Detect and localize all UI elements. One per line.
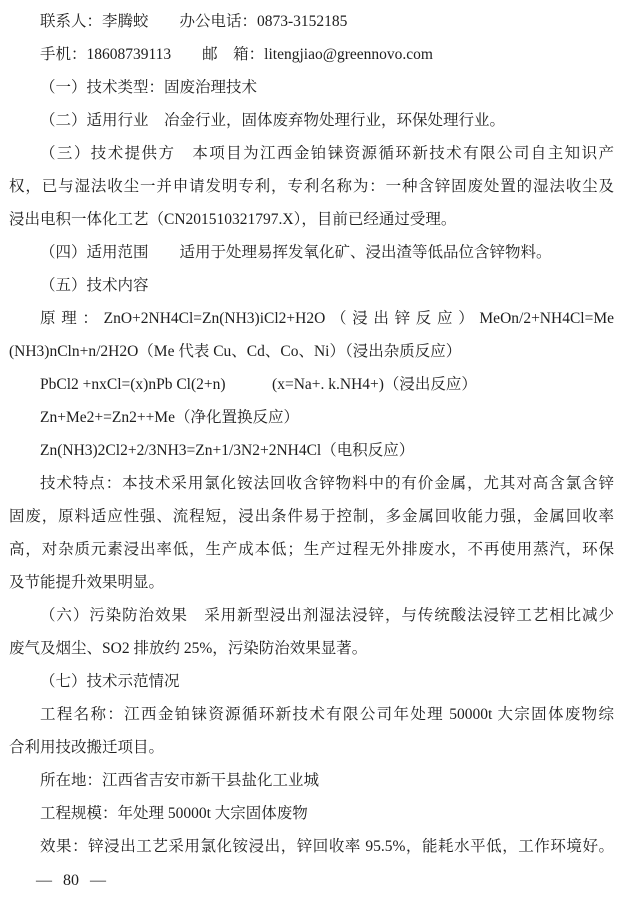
- section-3-provider-line-3: 浸出电积一体化工艺（CN201510321797.X），目前已经通过受理。: [9, 211, 457, 228]
- formula-leaching-zinc: 原理：ZnO+2NH4Cl=Zn(NH3)iCl2+H2O（浸出锌反应）MeOn/2+NH4Cl=Me: [40, 310, 614, 327]
- formula-electrowinning: Zn(NH3)2Cl2+2/3NH3=Zn+1/3N2+2NH4Cl（电积反应）: [40, 442, 415, 459]
- project-scale: 工程规模：年处理 50000t 大宗固体废物: [40, 805, 308, 822]
- formula-purification: Zn+Me2+=Zn2++Me（净化置换反应）: [40, 409, 299, 426]
- tech-features-line-2: 固废，原料适应性强、流程短，浸出条件易于控制，多金属回收能力强，金属回收率: [9, 508, 614, 525]
- tech-features-line-4: 及节能提升效果明显。: [9, 574, 165, 591]
- tech-features-line-1: 技术特点：本技术采用氯化铵法回收含锌物料中的有价金属，尤其对高含氯含锌: [40, 475, 614, 492]
- contact-mobile-email-line: 手机：18608739113 邮 箱：litengjiao@greennovo.com: [40, 46, 433, 63]
- section-6-pollution-line-1: （六）污染防治效果 采用新型浸出剂湿法浸锌，与传统酸法浸锌工艺相比减少: [40, 607, 614, 624]
- section-2-industries: （二）适用行业 冶金行业，固体废弃物处理行业，环保处理行业。: [40, 112, 506, 129]
- project-location: 所在地：江西省吉安市新干县盐化工业城: [40, 772, 320, 789]
- contact-person-line: 联系人：李腾蛟 办公电话：0873-3152185: [40, 13, 348, 30]
- page-number: — 80 —: [36, 872, 106, 889]
- section-3-provider-line-2: 权，已与湿法收尘一并申请发明专利，专利名称为：一种含锌固废处置的湿法收尘及: [9, 178, 614, 195]
- section-3-provider-line-1: （三）技术提供方 本项目为江西金铂铼资源循环新技术有限公司自主知识产: [40, 145, 614, 162]
- project-name-line-1: 工程名称：江西金铂铼资源循环新技术有限公司年处理 50000t 大宗固体废物综: [40, 706, 614, 723]
- formula-leaching-lead: PbCl2 +nxCl=(x)nPb Cl(2+n) (x=Na+. k.NH4+)（浸出反应）: [40, 376, 477, 393]
- section-5-heading: （五）技术内容: [40, 277, 149, 294]
- formula-leaching-impurity: (NH3)nCln+n/2H2O（Me 代表 Cu、Cd、Co、Ni）（浸出杂质反应）: [9, 343, 462, 360]
- tech-features-line-3: 高，对杂质元素浸出率低，生产成本低；生产过程无外排废水，不再使用蒸汽，环保: [9, 541, 614, 558]
- section-1-tech-type: （一）技术类型：固废治理技术: [40, 79, 258, 96]
- project-name-line-2: 合利用技改搬迁项目。: [9, 739, 165, 756]
- section-6-pollution-line-2: 废气及烟尘、SO2 排放约 25%，污染防治效果显著。: [9, 640, 368, 657]
- section-4-scope: （四）适用范围 适用于处理易挥发氧化矿、浸出渣等低品位含锌物料。: [40, 244, 552, 261]
- project-effect: 效果：锌浸出工艺采用氯化铵浸出，锌回收率 95.5%，能耗水平低，工作环境好。: [40, 838, 614, 855]
- section-7-heading: （七）技术示范情况: [40, 673, 180, 690]
